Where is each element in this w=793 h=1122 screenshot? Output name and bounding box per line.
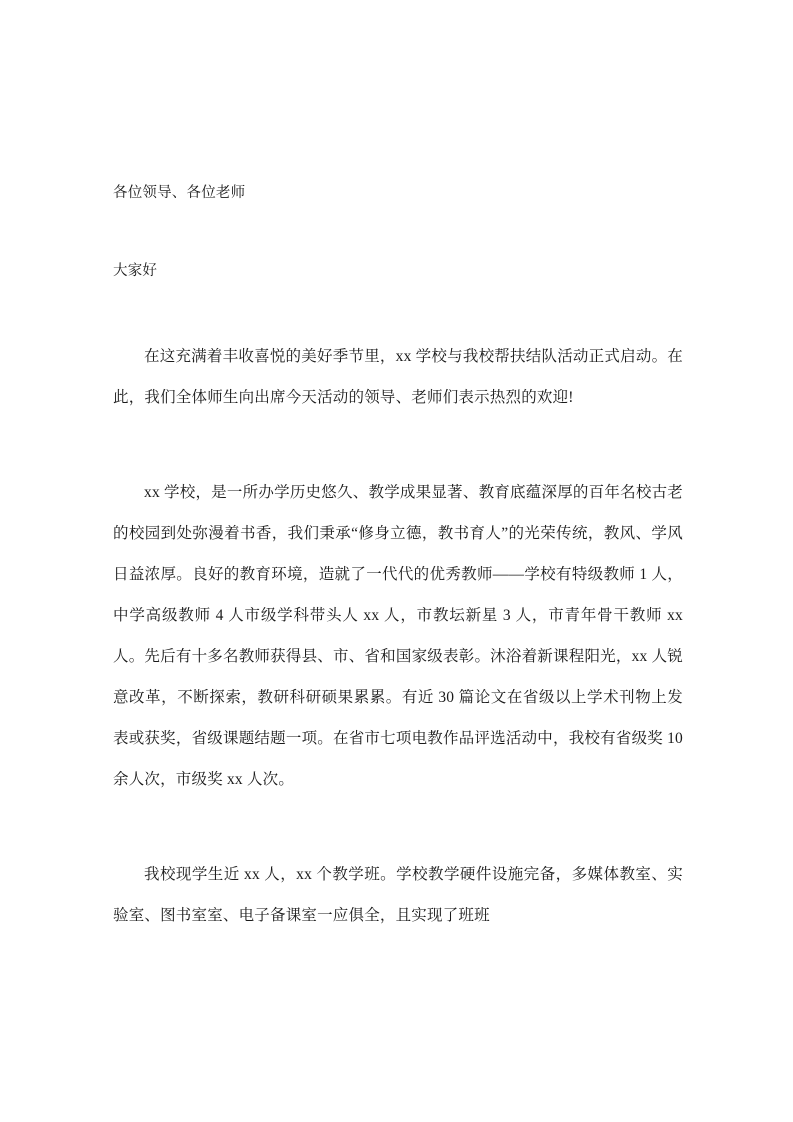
school-introduction-paragraph: xx 学校，是一所办学历史悠久、教学成果显著、教育底蕴深厚的百年名校古老的校园到处弥漫着书香，我们秉承“修身立德，教书育人”的光荣传统，教风、学风日益浓厚。良好的教育环境，造就了一代代的优秀教师——学校有特级教师 1 人，中学高级教师 4 人市级学科带头人 xx 人，市教坛新星 3 人，市青年骨干教师 xx 人。先后有十多名教师获得县、市、省和国家级表彰。沐浴着新课程阳光，xx 人锐意改革，不断探索，教研科研硕果累累。有近 30 篇论文在省级以上学术刊物上发表或获奖，省级课题结题一项。在省市七项电教作品评选活动中，我校有省级奖 10 余人次，市级奖 xx 人次。: [113, 484, 683, 788]
document-body: [113, 178, 683, 936]
paragraph-spacer: [113, 800, 683, 854]
paragraph-spacer: [113, 286, 683, 336]
paragraph-spacer: [113, 418, 683, 472]
opening-paragraph: 在这充满着丰收喜悦的美好季节里，xx 学校与我校帮扶结队活动正式启动。在此，我们全体师生向出席今天活动的领导、老师们表示热烈的欢迎!: [113, 348, 683, 406]
facilities-paragraph: 我校现学生近 xx 人，xx 个教学班。学校教学硬件设施完备，多媒体教室、实验室、图书室室、电子备课室一应俱全，且实现了班班: [113, 866, 683, 924]
greeting-line-2: 大家好: [113, 263, 158, 279]
paragraph-spacer: [113, 208, 683, 256]
greeting-line-1: 各位领导、各位老师: [113, 185, 246, 201]
